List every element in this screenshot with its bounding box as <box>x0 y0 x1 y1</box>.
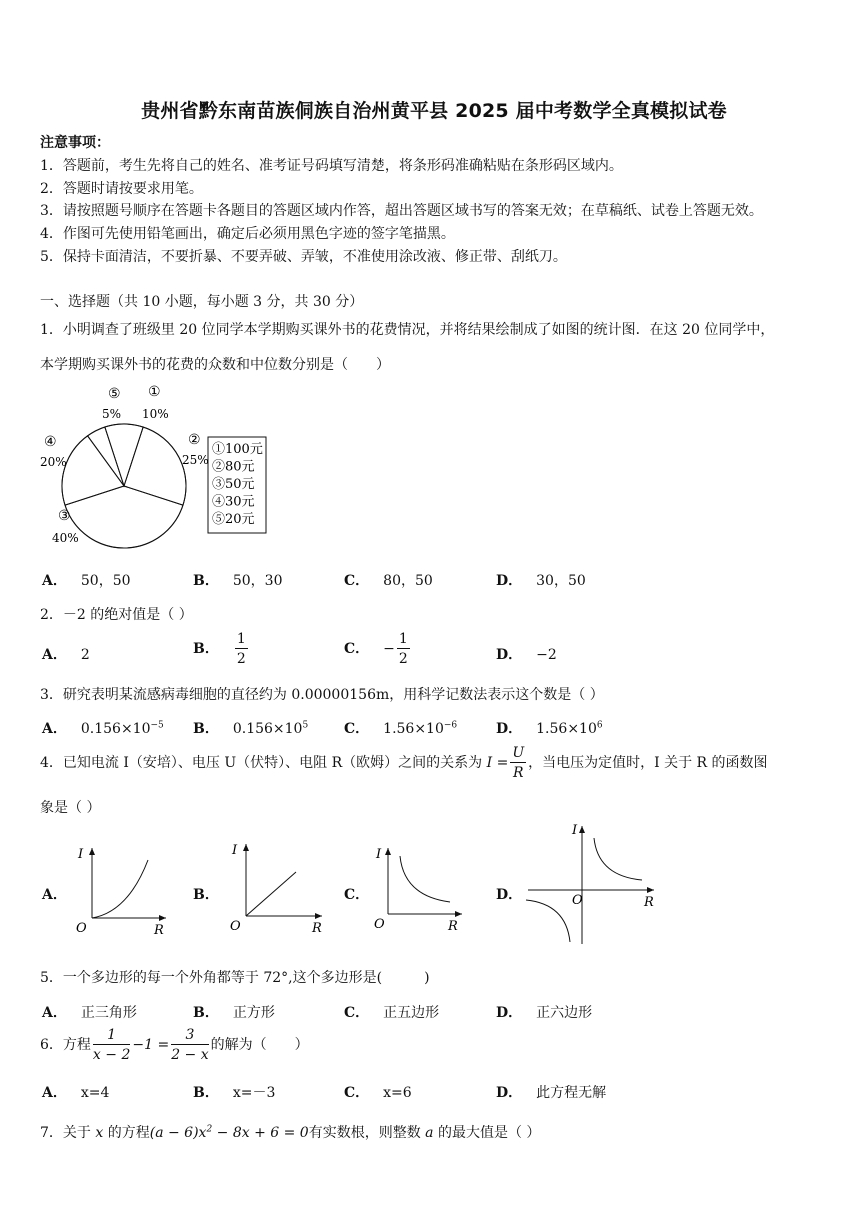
q4-option-d[interactable]: D． <box>496 887 523 903</box>
legend-entry: ④30元 <box>212 494 255 510</box>
graph-c <box>368 840 478 940</box>
pie-chart <box>36 384 276 554</box>
question-5-stem: 5．一个多边形的每一个外角都等于 72°,这个多边形是( ) <box>40 970 430 986</box>
notes-heading: 注意事项： <box>40 135 110 151</box>
legend-entry: ①100元 <box>212 442 263 457</box>
legend-entry: ③50元 <box>212 477 255 492</box>
origin-label: O <box>230 919 241 934</box>
notes-item: 1．答题前，考生先将自己的姓名、准考证号码填写清楚，将条形码准确粘贴在条形码区域内。 <box>40 158 623 174</box>
pie-slice-label: 25% <box>182 453 209 467</box>
q6-option-c[interactable]: C． x=6 <box>344 1085 412 1101</box>
origin-label: O <box>76 921 87 936</box>
y-axis-arrow <box>385 848 391 855</box>
question-4-stem-cont: 象是（ ） <box>40 800 101 816</box>
pie-slice-marker: ④ <box>44 434 57 450</box>
function-branch-positive <box>594 838 642 880</box>
y-axis-arrow <box>243 844 249 851</box>
q5-option-b[interactable]: B． 正方形 <box>193 1005 275 1021</box>
q1-option-a[interactable]: A． 50，50 <box>42 573 131 589</box>
q4-option-a[interactable]: A． <box>42 887 67 903</box>
q2-option-b[interactable]: B． $\frac{1}{2}$ <box>193 631 246 667</box>
fraction: $\frac{1}{2}$ <box>236 631 246 667</box>
function-curve <box>92 860 148 918</box>
q3-option-c[interactable]: C． $1.56\times 10^{-6}$ <box>344 720 458 737</box>
q6-option-a[interactable]: A． x=4 <box>42 1085 110 1101</box>
pie-slice-marker: ② <box>188 432 201 448</box>
pie-slice-label: 20% <box>40 455 67 469</box>
pie-slice <box>65 486 183 548</box>
notes-item: 4．作图可先使用铅笔画出，确定后必须用黑色字迹的签字笔描黑。 <box>40 226 455 242</box>
q6-option-b[interactable]: B． x=－3 <box>193 1085 276 1101</box>
x-axis-arrow <box>647 887 654 893</box>
axis-x-label: R <box>448 919 458 934</box>
q2-option-c[interactable]: C． − $\frac{1}{2}$ <box>344 631 408 667</box>
axis-x-label: R <box>312 921 322 936</box>
legend-entry: ②80元 <box>212 459 255 475</box>
pie-slice-label: 40% <box>52 531 79 545</box>
question-7-stem: 7．关于 x 的方程$(a - 6)x^2 - 8x + 6 = 0$有实数根，则整数 a 的最大值是（ ） <box>40 1124 541 1141</box>
question-1-stem: 1．小明调查了班级里 20 位同学本学期购买课外书的花费情况，并将结果绘制成了如图的统计图．在这 20 位同学中， <box>40 322 775 338</box>
page-title: 贵州省黔东南苗族侗族自治州黄平县 2025 届中考数学全真模拟试卷 <box>141 100 727 122</box>
axis-y-label: I <box>376 847 382 862</box>
y-axis-arrow <box>89 848 95 855</box>
pie-slice <box>62 436 124 505</box>
question-2-stem: 2．－2 的绝对值是（ ） <box>40 607 193 623</box>
fraction: $\frac{U}{R}$ <box>512 745 525 781</box>
y-axis-arrow <box>579 826 585 833</box>
question-6-stem: 6．方程 $\frac{1}{x - 2}$ −1 = $\frac{3}{2 - x}$ 的解为（ ） <box>40 1027 309 1063</box>
pie-slice <box>105 424 143 486</box>
q1-option-c[interactable]: C． 80，50 <box>344 573 433 589</box>
function-curve <box>400 856 450 902</box>
axis-x-label: R <box>644 895 654 910</box>
axis-x-label: R <box>154 923 164 938</box>
q4-option-b[interactable]: B． <box>193 887 219 903</box>
pie-slice-label: 5% <box>102 407 122 421</box>
x-axis-arrow <box>159 915 166 921</box>
notes-item: 5．保持卡面清洁，不要折暴、不要弄破、弄皱，不准使用涂改液、修正带、刮纸刀。 <box>40 249 567 265</box>
x-axis-arrow <box>455 911 462 917</box>
pie-slice-marker: ⑤ <box>108 386 121 402</box>
q1-option-d[interactable]: D． 30，50 <box>496 573 586 589</box>
notes-item: 2．答题时请按要求用笔。 <box>40 181 203 197</box>
q3-option-a[interactable]: A． $0.156\times 10^{-5}$ <box>42 720 164 737</box>
axis-y-label: I <box>232 843 238 858</box>
origin-label: O <box>572 893 583 908</box>
origin-label: O <box>374 917 385 932</box>
q2-option-d[interactable]: D． −2 <box>496 647 557 663</box>
pie-slice-marker: ③ <box>58 508 71 524</box>
question-3-stem: 3．研究表明某流感病毒细胞的直径约为 0.00000156m，用科学记数法表示这个数是（ ） <box>40 687 604 703</box>
x-axis-arrow <box>315 913 322 919</box>
q2-option-a[interactable]: A． 2 <box>42 647 90 663</box>
notes-item: 3．请按照题号顺序在答题卡各题目的答题区域内作答，超出答题区域书写的答案无效；在草稿纸、试卷上答题无效。 <box>40 203 763 219</box>
legend-entry: ⑤20元 <box>212 512 255 527</box>
q4-option-c[interactable]: C． <box>344 887 370 903</box>
q5-option-a[interactable]: A． 正三角形 <box>42 1005 137 1021</box>
question-1-stem-cont: 本学期购买课外书的花费的众数和中位数分别是（ ） <box>40 357 390 373</box>
function-branch-negative <box>526 900 570 942</box>
section-heading: 一、选择题（共 10 小题，每小题 3 分，共 30 分） <box>40 294 364 310</box>
pie-slice <box>124 427 186 505</box>
graph-a <box>68 840 178 940</box>
pie-slice-marker: ① <box>148 384 161 400</box>
fraction: $\frac{3}{2 - x}$ <box>171 1027 209 1063</box>
axis-y-label: I <box>572 823 578 838</box>
question-4-stem: 4．已知电流 I（安培）、电压 U（伏特）、电阻 R（欧姆）之间的关系为 I = $\frac{U}{R}$ ，当电压为定值时，I 关于 R 的函数图 <box>40 745 768 781</box>
q5-option-c[interactable]: C． 正五边形 <box>344 1005 440 1021</box>
q3-option-b[interactable]: B． $0.156\times 10^5$ <box>193 720 309 737</box>
graph-d <box>522 820 662 948</box>
axis-y-label: I <box>78 847 84 862</box>
function-line <box>246 872 296 916</box>
graph-b <box>222 836 332 940</box>
q6-option-d[interactable]: D． 此方程无解 <box>496 1085 607 1101</box>
pie-slice <box>88 427 124 486</box>
q3-option-d[interactable]: D． $1.56\times 10^6$ <box>496 720 603 737</box>
pie-slice-label: 10% <box>142 407 169 421</box>
q1-option-b[interactable]: B． 50，30 <box>193 573 283 589</box>
q5-option-d[interactable]: D． 正六边形 <box>496 1005 593 1021</box>
fraction: $\frac{1}{x - 2}$ <box>92 1027 131 1063</box>
fraction: $\frac{1}{2}$ <box>398 631 408 667</box>
